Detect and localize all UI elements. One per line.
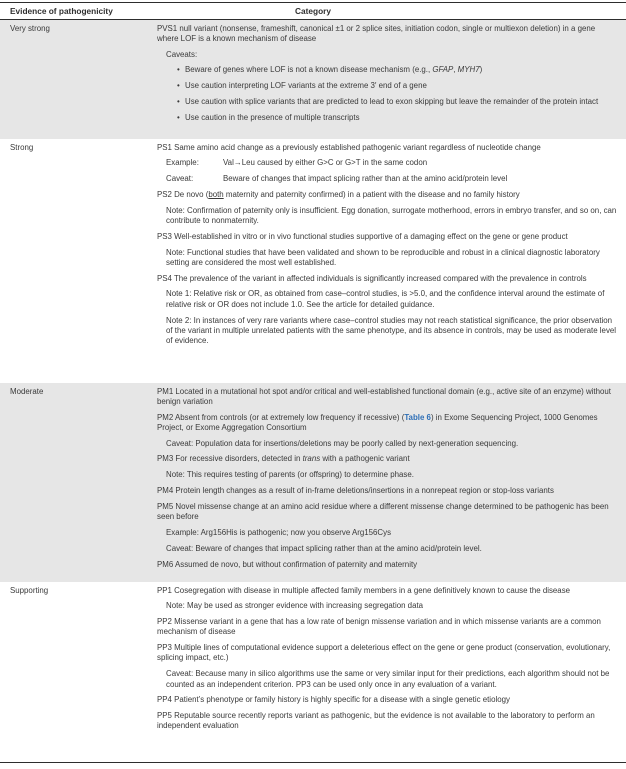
column-header-evidence: Evidence of pathogenicity (10, 6, 113, 16)
table-row-strong (0, 139, 626, 383)
text-segment: PS3 Well-established in vitro or in vivo functional studies supportive of a damaging effect on the gene or gene product (157, 231, 568, 241)
criterion-text (157, 232, 618, 242)
text-segment: trans (302, 454, 321, 464)
text-segment: maternity and paternity confirmed) in a patient with the disease and no family history (223, 189, 520, 199)
table-6-link[interactable]: Table 6 (404, 412, 431, 422)
table-body (0, 20, 626, 763)
row-criteria (157, 582, 626, 762)
text-segment: Caveats: (166, 49, 198, 59)
bullet-icon: • (177, 96, 180, 106)
text-segment: Use caution in the presence of multiple transcripts (185, 112, 360, 122)
text-segment: PM3 For recessive disorders, detected in (157, 454, 303, 464)
table-row-very-strong (0, 20, 626, 139)
text-segment: Example: Arg156His is pathogenic; now you observe Arg156Cys (166, 527, 392, 537)
text-segment: PM4 Protein length changes as a result of in-frame deletions/insertions in a nonrepeat region or stop-loss variants (157, 486, 554, 496)
note-text (166, 528, 618, 538)
row-criteria (157, 383, 626, 582)
criterion-text (157, 413, 618, 434)
text-segment: Beware of genes where LOF is not a known disease mechanism (e.g., (185, 65, 433, 75)
criterion-text (157, 560, 618, 570)
text-segment: both (208, 189, 224, 199)
text-segment: , (453, 65, 458, 75)
criterion-text (157, 190, 618, 200)
text-segment: Note: Functional studies that have been validated and shown to be reproducible and robust in a clinical diagnostic laboratory setting are considered the most well established. (166, 247, 600, 267)
text-segment: Note: This requires testing of parents (or offspring) to determine phase. (166, 470, 414, 480)
column-header-category: Category (295, 6, 331, 16)
text-segment: GFAP (432, 65, 454, 75)
labeled-note (166, 174, 618, 184)
text-segment: PP1 Cosegregation with disease in multiple affected family members in a gene definitively known to cause the disease (157, 585, 571, 595)
criterion-text (157, 24, 618, 45)
row-label: Very strong (10, 23, 50, 33)
row-label: Supporting (10, 585, 49, 595)
note-text (166, 601, 618, 611)
text-segment: PM2 Absent from controls (or at extremely low frequency if recessive) ( (157, 412, 405, 422)
text-segment: PM1 Located in a mutational hot spot and/or critical and well-established functional domain (e.g., active site of an enzyme) without benign variation (157, 386, 611, 406)
table-header-row (0, 2, 626, 20)
note-text (166, 50, 618, 60)
text-segment: Caveat: Population data for insertions/deletions may be poorly called by next-generation sequencing. (166, 438, 519, 448)
text-segment: PP4 Patient’s phenotype or family history is highly specific for a disease with a single genetic etiology (157, 695, 510, 705)
note-label: Caveat: (166, 174, 194, 184)
text-segment: Use caution with splice variants that are predicted to lead to exon skipping but leave the remainder of the protein intact (185, 96, 599, 106)
criterion-text (157, 586, 618, 596)
text-segment: MYH7 (457, 65, 480, 75)
bullet-item (177, 97, 618, 107)
note-text (166, 439, 618, 449)
note-text (166, 470, 618, 480)
text-segment: Note: Confirmation of paternity only is insufficient. Egg donation, surrogate motherhood, errors in embryo transfer, and so on, can contribute to nonmaternity. (166, 205, 617, 225)
row-criteria (157, 139, 626, 383)
row-label: Strong (10, 142, 34, 152)
bullet-item (177, 65, 618, 75)
note-text (166, 206, 618, 227)
text-segment: PP2 Missense variant in a gene that has a low rate of benign missense variation and in which missense variants are a common mechanism of disease (157, 617, 601, 637)
text-segment: Note 2: In instances of very rare variants where case–control studies may not reach statistical significance, the prior observation of the variant in multiple unrelated patients with the same phenotype, and its absence in controls, may be used as moderate level of evidence. (166, 315, 617, 346)
text-segment: Caveat: Because many in silico algorithms use the same or very similar input for their predictions, each algorithm should not be counted as an independent criterion. PP3 can be used only once in any evaluation of a variant. (166, 669, 610, 689)
criterion-text (157, 387, 618, 408)
criterion-text (157, 274, 618, 284)
text-segment: Use caution interpreting LOF variants at the extreme 3′ end of a gene (185, 81, 427, 91)
text-segment: PM6 Assumed de novo, but without confirmation of paternity and maternity (157, 559, 418, 569)
text-segment: Note 1: Relative risk or OR, as obtained from case–control studies, is >5.0, and the confidence interval around the estimate of relative risk or OR does not include 1.0. See the article for detailed guidance. (166, 289, 605, 309)
criterion-text (157, 695, 618, 705)
table-row-moderate (0, 383, 626, 582)
text-segment: ) (479, 65, 483, 75)
note-text (166, 289, 618, 310)
table-row-supporting (0, 582, 626, 762)
text-segment: PVS1 null variant (nonsense, frameshift, canonical ±1 or 2 splice sites, initiation codon, single or multiexon deletion) in a gene where LOF is a known mechanism of disease (157, 23, 596, 43)
bullet-item (177, 113, 618, 123)
text-segment: ) in Exome Sequencing Project, 1000 Genomes Project, or Exome Aggregation Consortium (157, 412, 598, 432)
text-segment: Note: May be used as stronger evidence with increasing segregation data (166, 601, 424, 611)
text-segment: PP3 Multiple lines of computational evidence support a deleterious effect on the gene or gene product (conservation, evolutionary, splicing impact, etc.) (157, 643, 611, 663)
text-segment: Val→Leu caused by either G>C or G>T in the same codon (223, 158, 428, 168)
text-segment: PS2 De novo ( (157, 189, 209, 199)
note-text (166, 669, 618, 690)
note-text (166, 316, 618, 347)
text-segment: PS1 Same amino acid change as a previously established pathogenic variant regardless of nucleotide change (157, 142, 541, 152)
criterion-text (157, 143, 618, 153)
criterion-text (157, 502, 618, 523)
text-segment: Beware of changes that impact splicing rather than at the amino acid/protein level (223, 174, 508, 184)
text-segment: PM5 Novel missense change at an amino acid residue where a different missense change determined to be pathogenic has been seen before (157, 501, 609, 522)
criterion-text (157, 711, 618, 732)
note-text (166, 248, 618, 269)
row-criteria (157, 20, 626, 139)
criterion-text (157, 454, 618, 464)
row-label: Moderate (10, 386, 44, 396)
criterion-text (157, 617, 618, 638)
note-text (166, 544, 618, 554)
bullet-item (177, 81, 618, 91)
bullet-icon: • (177, 81, 180, 91)
labeled-note (166, 158, 618, 168)
text-segment: with a pathogenic variant (320, 454, 410, 464)
text-segment: Caveat: Beware of changes that impact splicing rather than at the amino acid/protein level. (166, 543, 482, 553)
criterion-text (157, 486, 618, 496)
bullet-icon: • (177, 65, 180, 75)
criterion-text (157, 643, 618, 664)
bullet-icon: • (177, 112, 180, 122)
text-segment: PP5 Reputable source recently reports variant as pathogenic, but the evidence is not available to the laboratory to perform an independent evaluation (157, 711, 595, 731)
text-segment: PS4 The prevalence of the variant in affected individuals is significantly increased compared with the prevalence in controls (157, 273, 587, 283)
note-label: Example: (166, 158, 199, 168)
